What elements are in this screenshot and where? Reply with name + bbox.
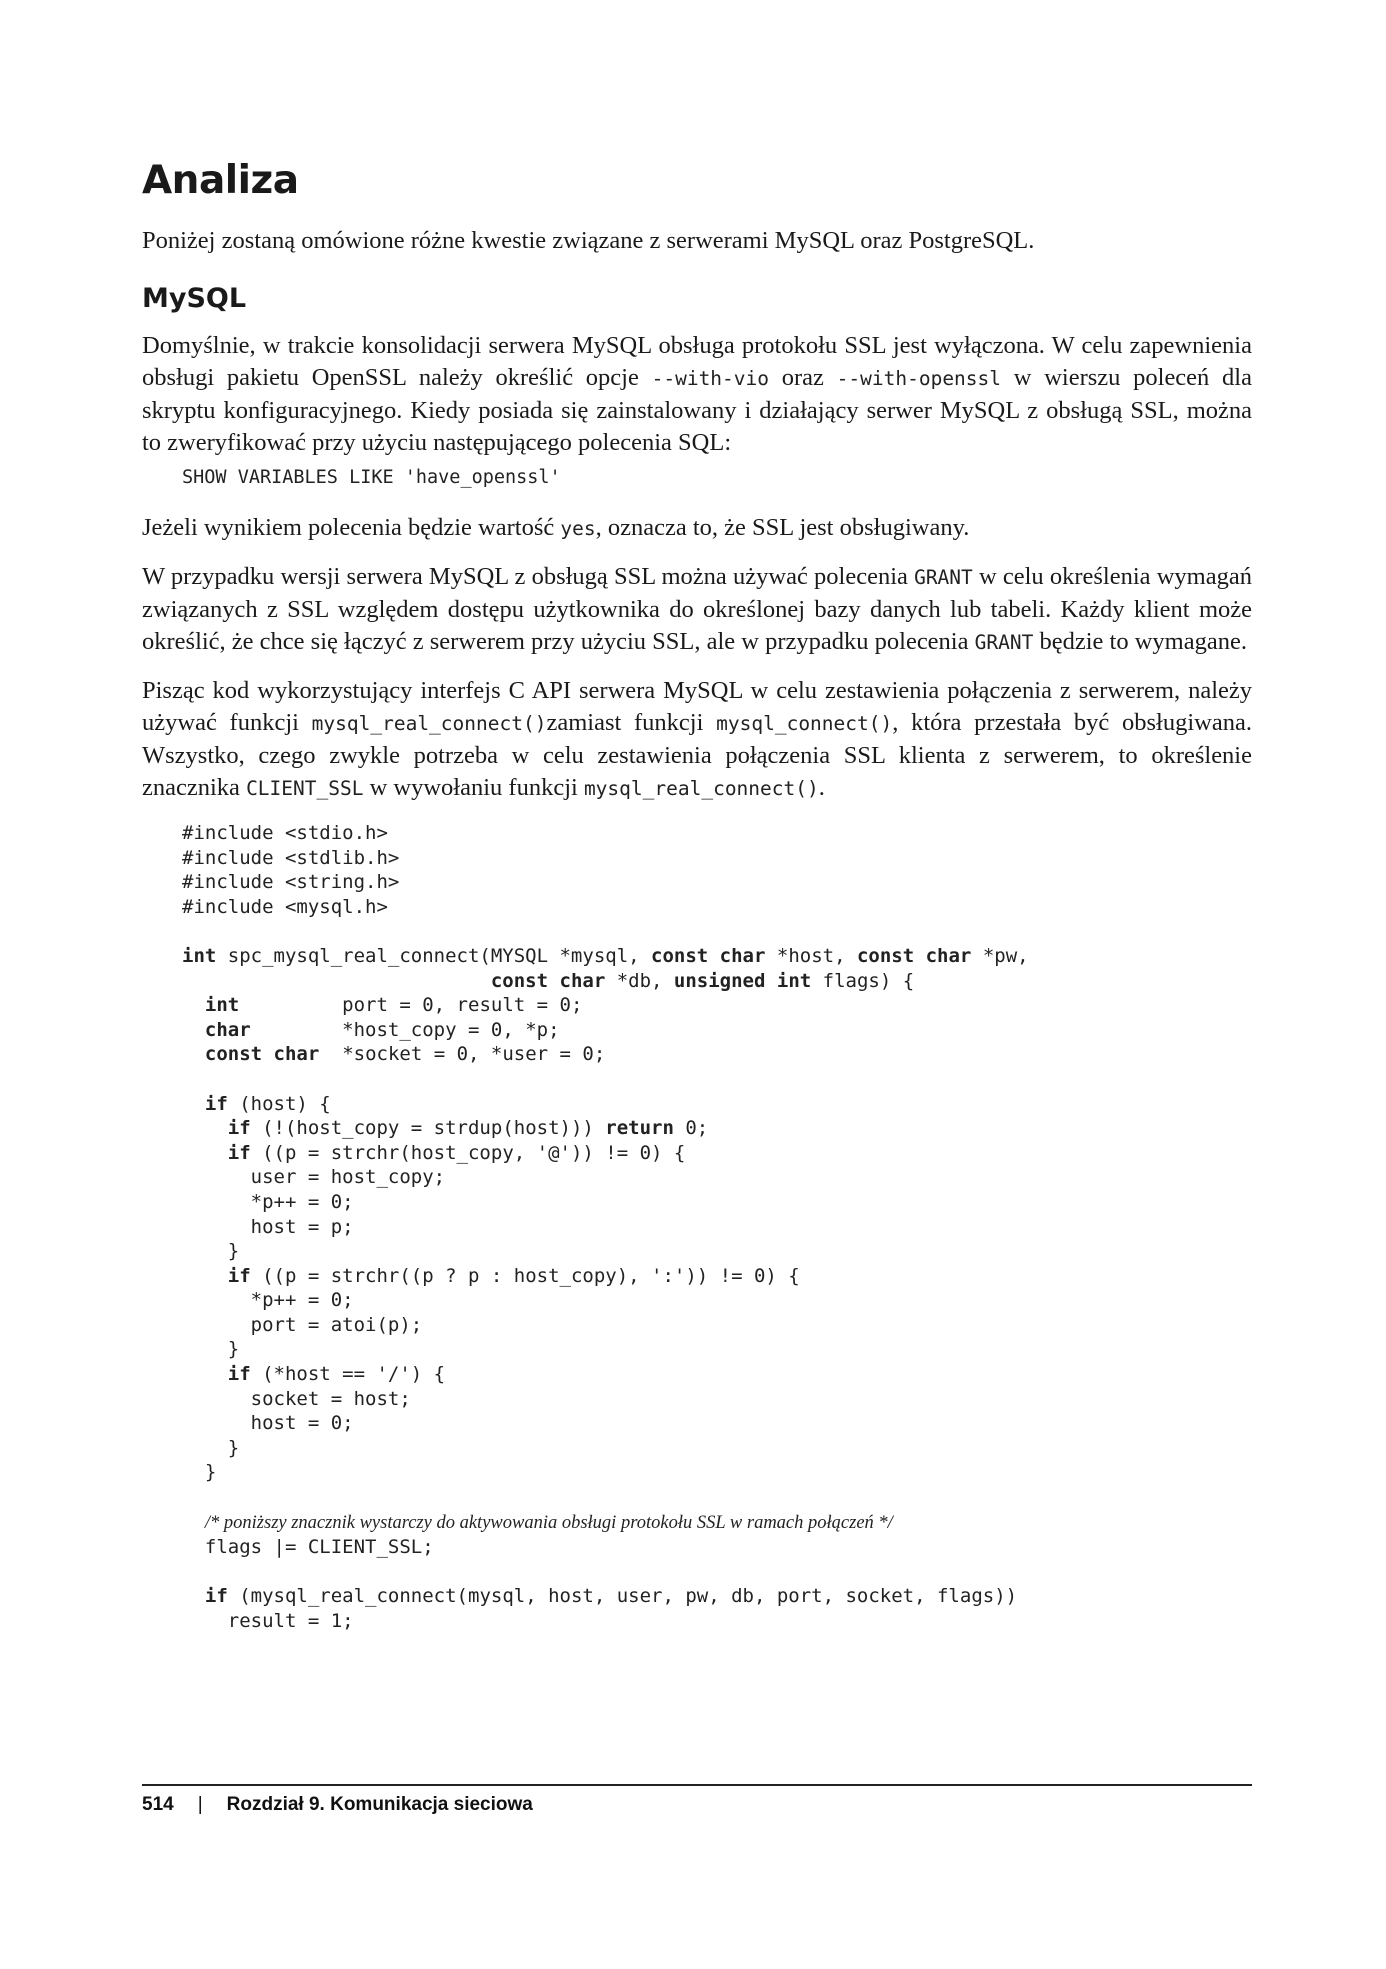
inline-code: yes [560,517,596,540]
page-content [142,158,1252,1634]
paragraph-ssl-build: Domyślnie, w trakcie konsolidacji serwera MySQL obsługa protokołu SSL jest wyłączona. W celu zapewnienia obsługi pakietu OpenSSL należy określić opcje --with-vio oraz --with-openssl w wierszu poleceń dla skryptu konfiguracyjnego. Kiedy posiada się zainstalowany i działający serwer MySQL z obsługą SSL, można to zweryfikować przy użyciu następującego polecenia SQL: [142,332,1252,456]
page-number: 514 [142,1794,174,1815]
footer-separator: | [197,1794,203,1815]
inline-code: CLIENT_SSL [246,777,364,800]
subsection-title: MySQL [142,283,247,314]
inline-code: GRANT [974,631,1034,654]
inline-code: --with-vio [651,367,770,390]
chapter-title: Rozdział 9. Komunikacja sieciowa [226,1794,533,1815]
intro-paragraph: Poniżej zostaną omówione różne kwestie związane z serwerami MySQL oraz PostgreSQL. [142,227,1035,254]
inline-code: mysql_real_connect() [583,777,819,800]
inline-code: mysql_connect() [716,712,893,735]
sql-command: SHOW VARIABLES LIKE 'have_openssl' [182,467,561,488]
code-listing: #include <stdio.h> #include <stdlib.h> #include <string.h> #include <mysql.h> int spc_mysql_real_connect(MYSQL *mysql, const char *host, const char *pw, const char *db, unsigned int flags) { int port = 0, result = 0; char *host_copy = 0, *p; const char *socket = 0, *user = 0; if (host) { if (!(host_copy = strdup(host))) return 0; if ((p = strchr(host_copy, '@')) != 0) { user = host_copy; *p++ = 0; host = p; } if ((p = strchr((p ? p : host_copy), ':')) != 0) { *p++ = 0; port = atoi(p); } if (*host == '/') { socket = host; host = 0; } } /* poniższy znacznik wystarczy do aktywowania obsługi protokołu SSL w ramach połączeń */ flags |= CLIENT_SSL; if (mysql_real_connect(mysql, host, user, pw, db, port, socket, flags)) result = 1; [182,822,1029,1632]
inline-code: mysql_real_connect() [311,712,547,735]
page-footer [142,1794,533,1816]
paragraph-result: Jeżeli wynikiem polecenia będzie wartość yes, oznacza to, że SSL jest obsługiwany. [142,514,970,541]
footer-divider [142,1784,1252,1786]
code-comment: /* poniższy znacznik wystarczy do aktywowania obsługi protokołu SSL w ramach połączeń */ [204,1512,893,1533]
inline-code: GRANT [914,566,973,589]
inline-code: --with-openssl [836,367,1002,390]
section-title: Analiza [142,158,299,203]
paragraph-c-api: Pisząc kod wykorzystujący interfejs C API serwera MySQL w celu zestawienia połączenia z serwerem, należy używać funkcji mysql_real_connect()zamiast funkcji mysql_connect(), która przestała być obsługiwana. Wszystko, czego zwykle potrzeba w celu zestawienia połączenia SSL klienta z serwerem, to określenie znacznika CLIENT_SSL w wywołaniu funkcji mysql_real_connect(). [142,677,1252,801]
paragraph-grant: W przypadku wersji serwera MySQL z obsługą SSL można używać polecenia GRANT w celu określenia wymagań związanych z SSL względem dostępu użytkownika do określonej bazy danych lub tabeli. Każdy klient może określić, że chce się łączyć z serwerem przy użyciu SSL, ale w przypadku polecenia GRANT będzie to wymagane. [142,563,1252,655]
